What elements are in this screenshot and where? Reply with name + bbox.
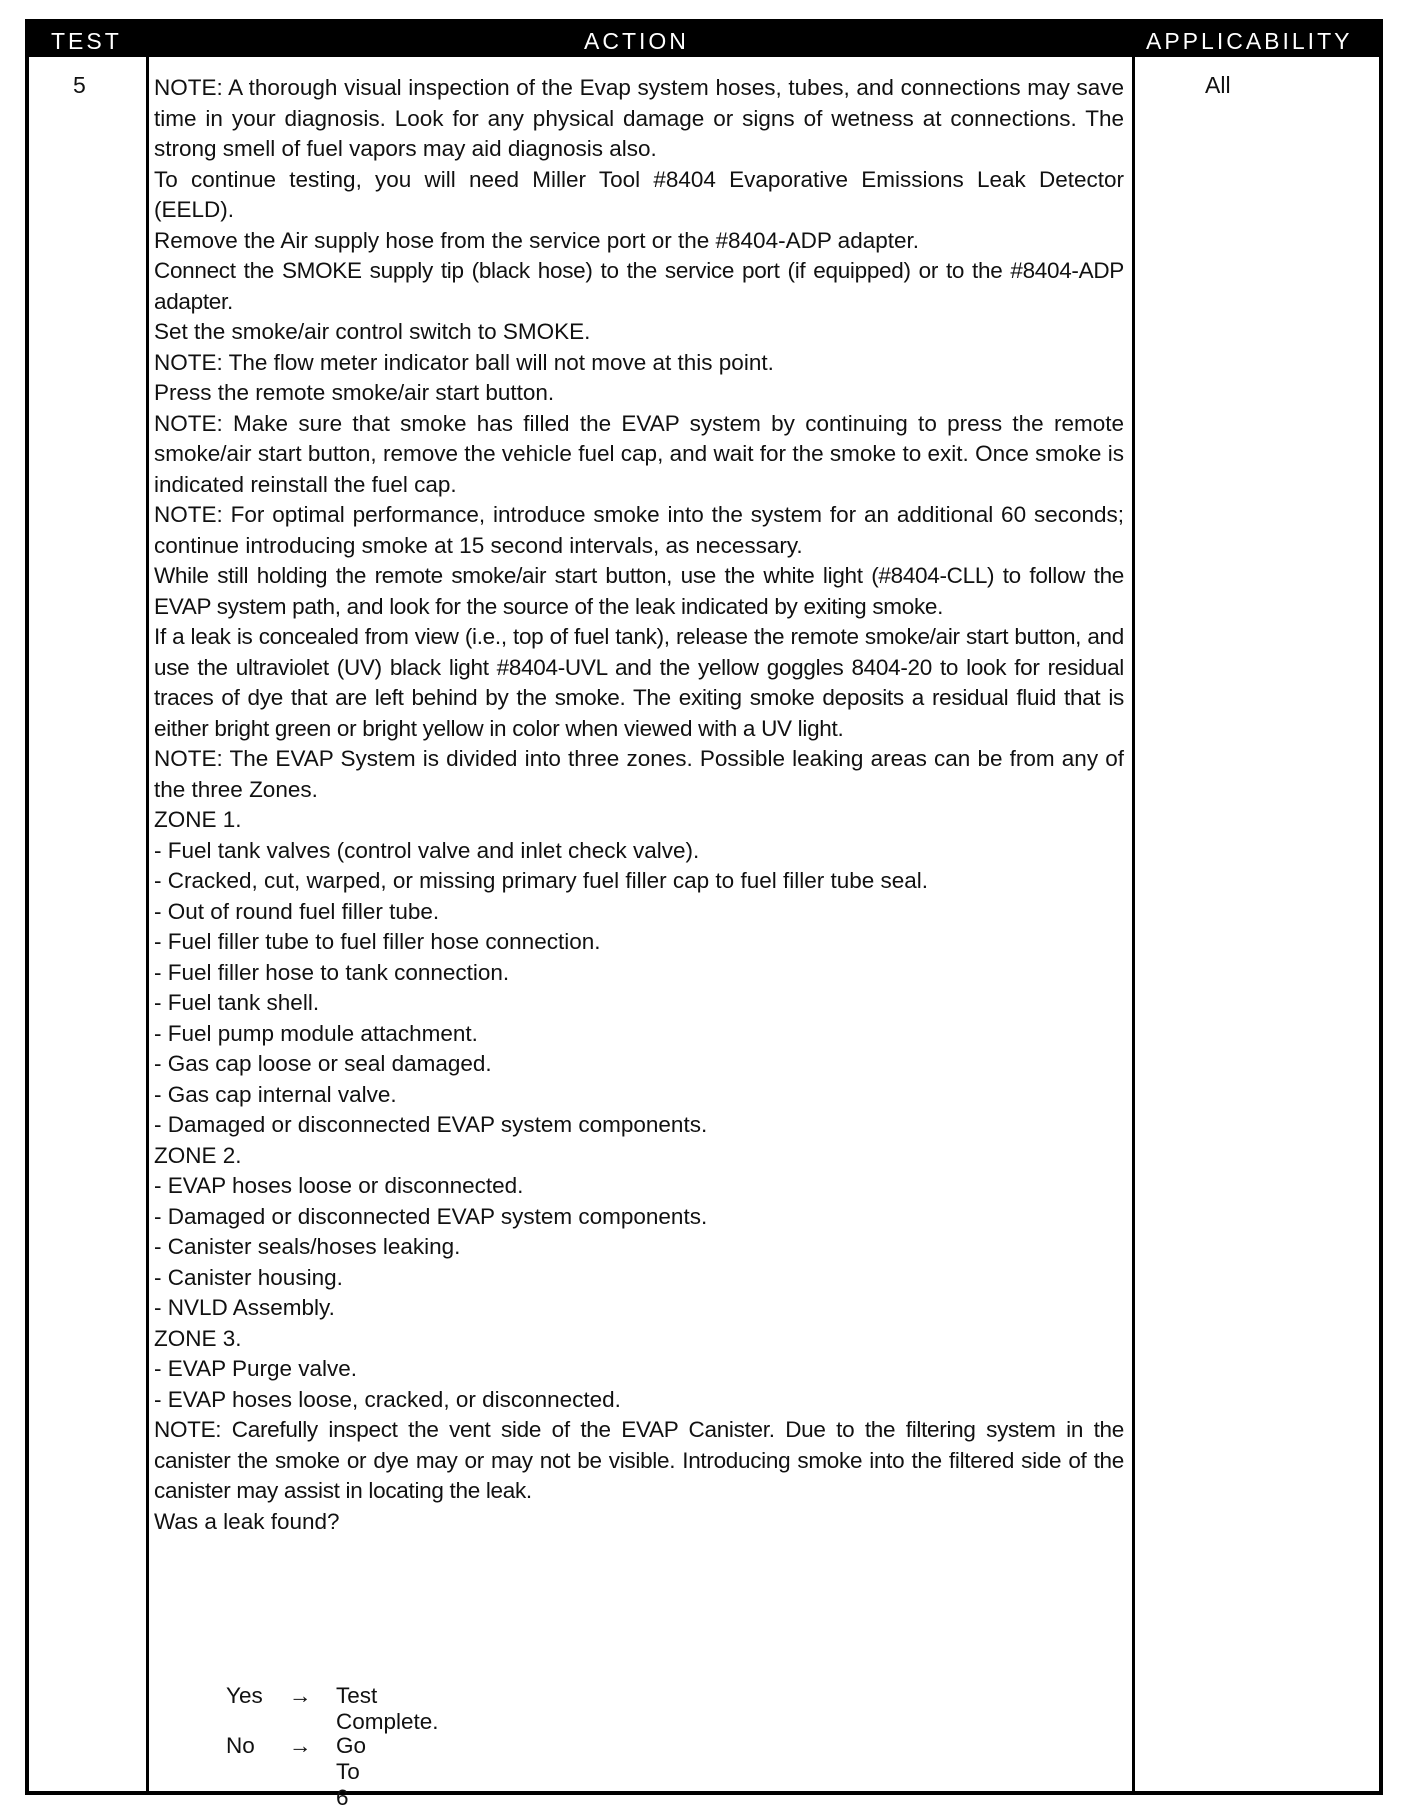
arrow-right-icon: → (289, 1733, 312, 1758)
table-header (29, 23, 1379, 57)
action-line: If a leak is concealed from view (i.e., top of fuel tank), release the remote smoke/air start button, and use the ultraviolet (UV) black light #8404-UVL and the yellow goggles 8404-20 to look for residual traces of dye that are left behind by the smoke. The exiting smoke deposits a residual fluid that is either bright green or bright yellow in color when viewed with a UV light. (154, 624, 1124, 741)
column-divider (146, 57, 149, 1791)
header-action: ACTION (584, 28, 689, 54)
zone-item: - Gas cap internal valve. (154, 1081, 397, 1107)
test-number: 5 (73, 72, 86, 98)
action-line: Connect the SMOKE supply tip (black hose) to the service port (if equipped) or to the #8404-ADP adapter. (154, 258, 1124, 314)
zone-item: - Fuel tank shell. (154, 990, 320, 1015)
action-line: NOTE: Make sure that smoke has filled the EVAP system by continuing to press the remote smoke/air start button, remove the vehicle fuel cap, and wait for the smoke to exit. Once smoke is indicated reinstall the fuel cap. (154, 410, 1124, 497)
action-line: While still holding the remote smoke/air start button, use the white light (#8404-CLL) to follow the EVAP system path, and look for the source of the leak indicated by exiting smoke. (154, 563, 1124, 619)
zone-item: - Fuel tank valves (control valve and inlet check valve). (154, 837, 700, 863)
action-line: To continue testing, you will need Miller Tool #8404 Evaporative Emissions Leak Detector (EELD). (154, 166, 1124, 222)
question-line: Was a leak found? (154, 1508, 340, 1534)
action-line: NOTE: For optimal performance, introduce smoke into the system for an additional 60 seconds; continue introducing smoke at 15 second intervals, as necessary. (154, 502, 1124, 558)
action-line: NOTE: The EVAP System is divided into three zones. Possible leaking areas can be from any of the three Zones. (154, 746, 1124, 802)
header-applicability: APPLICABILITY (1146, 28, 1353, 54)
column-divider (1132, 57, 1135, 1791)
zone-item: - Canister housing. (154, 1264, 343, 1290)
zone-item: - NVLD Assembly. (154, 1295, 335, 1320)
zone-item: - Fuel filler tube to fuel filler hose connection. (154, 929, 601, 954)
header-test: TEST (51, 28, 122, 54)
zone-item: - EVAP Purge valve. (154, 1356, 358, 1381)
answer-label: Yes (226, 1683, 263, 1708)
action-line: Remove the Air supply hose from the service port or the #8404-ADP adapter. (154, 227, 919, 253)
zone-heading: ZONE 1. (154, 807, 242, 832)
action-line: Set the smoke/air control switch to SMOKE. (154, 319, 591, 344)
zone-heading: ZONE 2. (154, 1142, 242, 1168)
applicability-value: All (1205, 72, 1231, 98)
action-line: NOTE: The flow meter indicator ball will not move at this point. (154, 349, 774, 375)
zone-item: - Cracked, cut, warped, or missing primary fuel filler cap to fuel filler tube seal. (154, 868, 929, 893)
action-line: NOTE: A thorough visual inspection of the Evap system hoses, tubes, and connections may save time in your diagnosis. Look for any physical damage or signs of wetness at connections. The strong smell of fuel vapors may aid diagnosis also. (154, 75, 1124, 161)
zone-item: - Damaged or disconnected EVAP system components. (154, 1112, 708, 1137)
action-line: NOTE: Carefully inspect the vent side of the EVAP Canister. Due to the filtering system in the canister the smoke or dye may or may not be visible. Introducing smoke into the filtered side of the canister may assist in locating the leak. (154, 1417, 1124, 1503)
zone-item: - EVAP hoses loose, cracked, or disconnected. (154, 1386, 621, 1412)
zone-item: - Fuel pump module attachment. (154, 1020, 478, 1046)
zone-heading: ZONE 3. (154, 1325, 242, 1351)
zone-item: - Damaged or disconnected EVAP system components. (154, 1203, 708, 1229)
answer-result: Test Complete. (336, 1683, 439, 1734)
zone-item: - Canister seals/hoses leaking. (154, 1234, 461, 1259)
zone-item: - Gas cap loose or seal damaged. (154, 1051, 492, 1076)
diagnostic-test-table (25, 19, 1383, 1795)
zone-item: - Out of round fuel filler tube. (154, 898, 440, 924)
zone-item: - EVAP hoses loose or disconnected. (154, 1173, 524, 1198)
arrow-right-icon: → (289, 1683, 312, 1708)
zone-item: - Fuel filler hose to tank connection. (154, 959, 510, 985)
action-text (154, 73, 1124, 1537)
answer-result: Go To 6 (336, 1733, 367, 1810)
answer-label: No (226, 1733, 255, 1758)
action-line: Press the remote smoke/air start button. (154, 380, 555, 405)
